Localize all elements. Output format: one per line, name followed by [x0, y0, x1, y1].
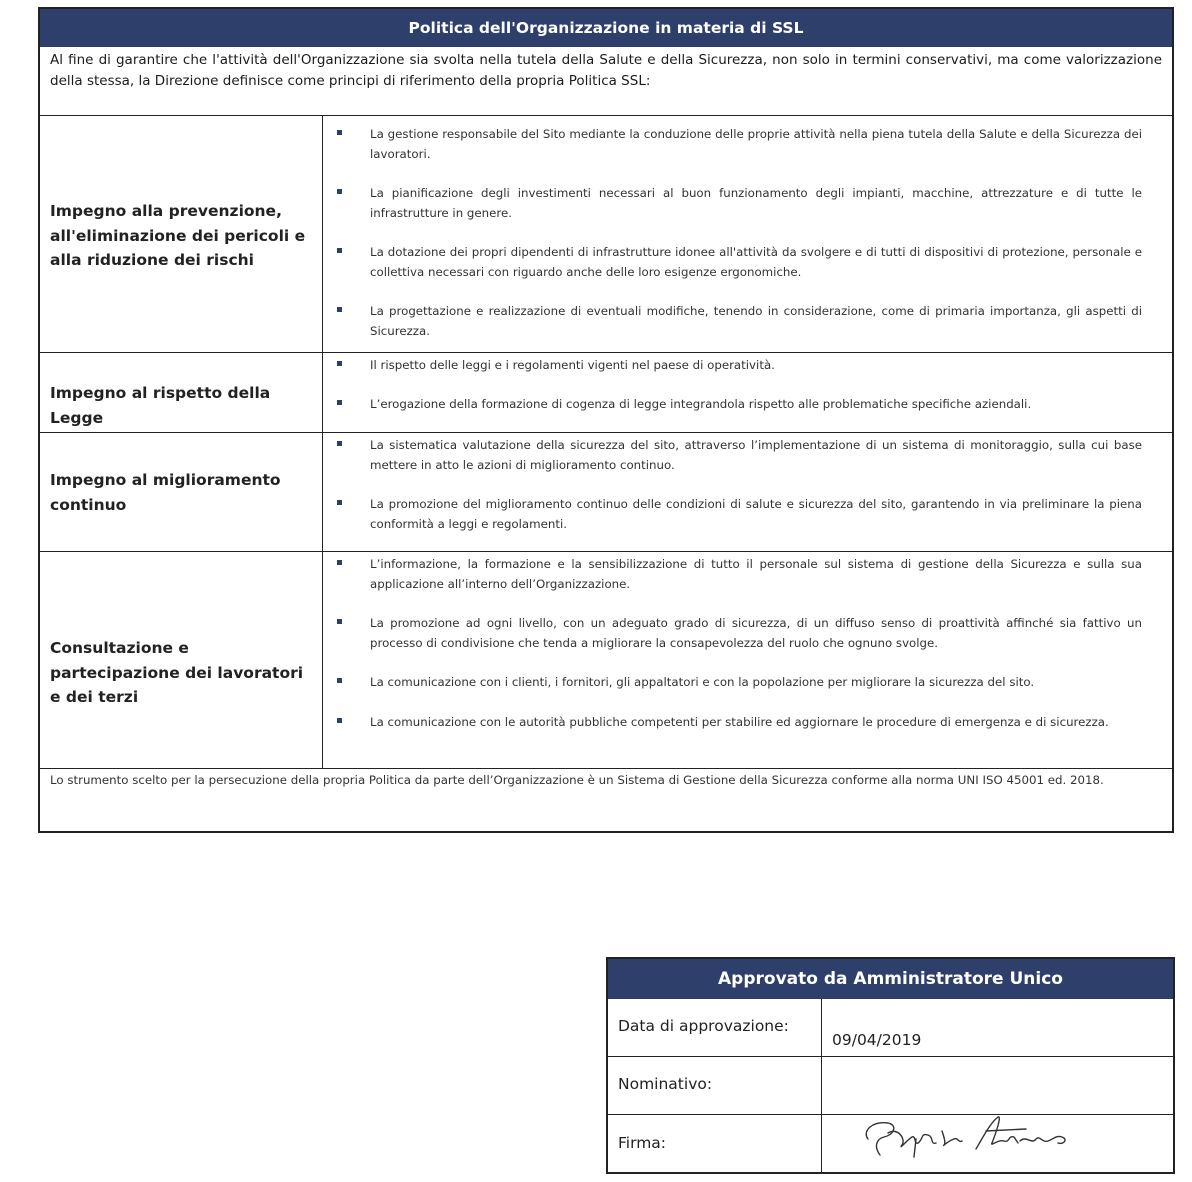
divider — [40, 432, 1172, 433]
bullet-icon — [337, 441, 342, 446]
name-label: Nominativo: — [618, 1075, 713, 1093]
divider — [40, 115, 1172, 116]
bullet-icon — [337, 400, 342, 405]
approval-name-row — [608, 1056, 1173, 1114]
bullet-icon — [337, 678, 342, 683]
section-label-improvement: Impegno al miglioramento continuo — [50, 471, 281, 514]
approval-title: Approvato da Amministratore Unico — [608, 959, 1173, 999]
policy-intro: Al fine di garantire che l'attività dell'Organizzazione sia svolta nella tutela della Salute e della Sicurezza, non solo in termini conservativi, ma come valorizzazione della stessa, la Direzione definisce come principi di riferimento della propria Politica SSL: — [50, 52, 1162, 89]
bullet-icon — [337, 189, 342, 194]
bullet-icon — [337, 619, 342, 624]
column-divider — [322, 116, 323, 768]
signature-image — [858, 1109, 1078, 1161]
bullet-icon — [337, 130, 342, 135]
bullet-icon — [337, 361, 342, 366]
bullet-icon — [337, 718, 342, 723]
section-label-law: Impegno al rispetto della Legge — [50, 384, 271, 427]
section-label-prevention: Impegno alla prevenzione, all'eliminazione dei pericoli e alla riduzione dei rischi — [50, 202, 306, 269]
divider — [40, 352, 1172, 353]
bullet-icon — [337, 248, 342, 253]
date-value: 09/04/2019 — [832, 1031, 922, 1049]
date-label: Data di approvazione: — [618, 1017, 789, 1035]
bullet-icon — [337, 500, 342, 505]
policy-title: Politica dell'Organizzazione in materia di SSL — [40, 9, 1172, 47]
signature-label: Firma: — [618, 1134, 667, 1152]
bullet-icon — [337, 560, 342, 565]
divider — [40, 551, 1172, 552]
divider — [40, 768, 1172, 769]
policy-footer: Lo strumento scelto per la persecuzione della propria Politica da parte dell’Organizzazione è un Sistema di Gestione della Sicurezza conforme alla norma UNI ISO 45001 ed. 2018. — [50, 773, 1104, 787]
approval-date-row — [608, 999, 1173, 1056]
policy-table: Politica dell'Organizzazione in materia di SSL Al fine di garantire che l'attività dell'Organizzazione sia svolta nella tutela della Salute e della Sicurezza, non solo in termini conservativi, ma come valorizzazione della stessa, la Direzione definisce come principi di riferimento della propria Politica SSL: Impegno alla prevenzione, all'eliminazione dei pericoli e alla riduzione dei rischi La gestione responsabile del Sito mediante la conduzione delle proprie attività nella piena tutela della Salute e della Sicurezza dei lavoratori. La pianificazione degli investimenti necessari al buon funzionamento degli impianti, macchine, attrezzature e di tutte le infrastrutture in genere. La dotazione dei propri dipendenti di infrastrutture idonee all'attività da svolgere e di tutti di dispositivi di protezione, personale e collettiva necessari con riguardo anche delle loro esigenze ergonomiche. La progettazione e realizzazione di eventuali modifiche, tenendo in considerazione, come di primaria importanza, gli aspetti di Sicurezza. Impegno al rispetto della Legge Il rispetto delle leggi e i regolamenti vigenti nel paese di operatività. L’erogazione della formazione di cogenza di legge integrandola rispetto alle problematiche specifiche aziendali. Impegno al miglioramento continuo La sistematica valutazione della sicurezza del sito, attraverso l’implementazione di un sistema di monitoraggio, sulla cui base mettere in atto le azioni di miglioramento continuo. La promozione del miglioramento continuo delle condizioni di salute e sicurezza del sito, garantendo in via preliminare la piena conformità a leggi e regolamenti. Consultazione e partecipazione dei lavoratori e dei terzi L’informazione, la formazione e la sensibilizzazione di tutto il personale sul sistema di gestione della Sicurezza e sulla sua applicazione all’interno dell’Organizzazione. La promozione ad ogni livello, con un adeguato grado di sicurezza, di un diffuso senso di proattività affinché sia fattivo un processo di condivisione che tenda a migliorare la consapevolezza del ruolo che ognuno svolge. La comunicazione con i clienti, i fornitori, gli appaltatori e con la popolazione per migliorare la sicurezza del sito. La comunicazione con le autorità pubbliche competenti per stabilire ed aggiornare le procedure di emergenza e di sicurezza. Lo strumento scelto per la persecuzione della propria Politica da parte dell’Organizzazione è un Sistema di Gestione della Sicurezza conforme alla norma UNI ISO 45001 ed. 2018. — [38, 7, 1174, 833]
section-label-consultation: Consultazione e partecipazione dei lavoratori e dei terzi — [50, 639, 304, 706]
approval-box — [606, 957, 1175, 1174]
bullet-icon — [337, 307, 342, 312]
